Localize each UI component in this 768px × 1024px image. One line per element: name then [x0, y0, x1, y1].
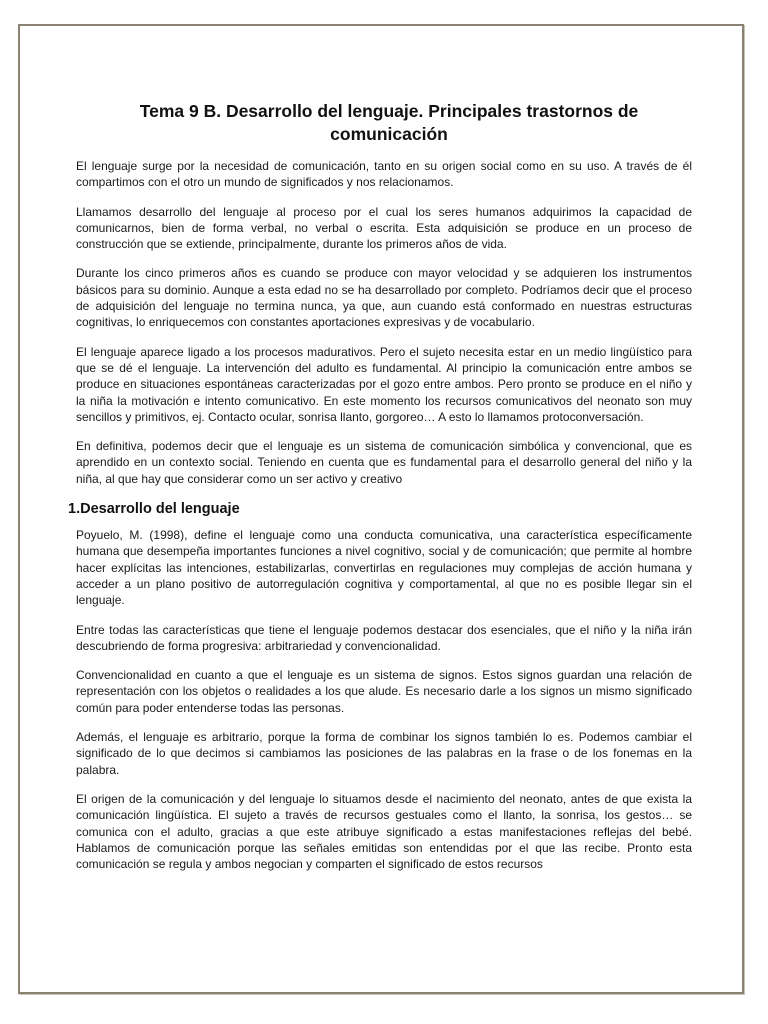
intro-paragraph: Llamamos desarrollo del lenguaje al proceso por el cual los seres humanos adquirimos la capacidad de comunicarnos, bien de forma verbal, no verbal o escrita. Esta adquisición se produce en un proceso de construcción que se extiende, principalmente, durante los primeros años de vida.: [76, 204, 692, 252]
document-content: [68, 100, 692, 885]
section-paragraph: Entre todas las características que tiene el lenguaje podemos destacar dos esenciales, que el niño y la niña irán descubriendo de forma progresiva: arbitrariedad y convencionalidad.: [76, 622, 692, 653]
intro-paragraph: Durante los cinco primeros años es cuando se produce con mayor velocidad y se adquieren los instrumentos básicos para su dominio. Aunque a esta edad no se ha desarrollado por completo. Podríamos decir que el proceso de adquisición del lenguaje no termina nunca, ya que, aun cuando está conformado en nuestras estructuras cognitivas, lo enriquecemos con constantes aportaciones expresivas y de vocabulario.: [76, 266, 692, 330]
document-title: Tema 9 B. Desarrollo del lenguaje. Principales trastornos de comunicación: [139, 101, 639, 144]
section-paragraph: Además, el lenguaje es arbitrario, porque la forma de combinar los signos también lo es. Podemos cambiar el significado de lo que decimos si cambiamos las posiciones de las palabras en la frase o de los fonemas en la palabra.: [76, 730, 692, 777]
intro-paragraph: En definitiva, podemos decir que el lenguaje es un sistema de comunicación simbólica y convencional, que es aprendido en un contexto social. Teniendo en cuenta que es fundamental para el desarrollo general del niño y la niña, al que hay que considerar como un ser activo y creativo: [76, 439, 692, 486]
intro-paragraph: El lenguaje aparece ligado a los procesos madurativos. Pero el sujeto necesita estar en un medio lingüístico para que se dé el lenguaje. La intervención del adulto es fundamental. Al principio la comunicación entre ambos se produce en situaciones espontáneas caracterizadas por el gozo entre ambos. Pero pronto se produce en el niño y la niña la motivación e intento comunicativo. En este momento los recursos comunicativos del neonato son muy sencillos y primitivos, ej. Contacto ocular, sonrisa llanto, gorgoreo… A esto lo llamamos protoconversación.: [76, 344, 692, 424]
section-paragraph: Convencionalidad en cuanto a que el lenguaje es un sistema de signos. Estos signos guardan una relación de representación con los objetos o realidades a los que alude. Es necesario darle a los signos un mismo significado común para poder entenderse todas las personas.: [76, 668, 692, 715]
section-heading: 1.Desarrollo del lenguaje: [68, 501, 240, 518]
section-paragraph: El origen de la comunicación y del lenguaje lo situamos desde el nacimiento del neonato, antes de que exista la comunicación lingüística. El sujeto a través de recursos gestuales como el llanto, la sonrisa, los gestos… se comunica con el adulto, gracias a que este atribuye significado a estas manifestaciones reflejas del bebé. Hablamos de comunicación porque las señales emitidas son entendidas por el que las recibe. Pronto esta comunicación se regula y ambos negocian y comparten el significado de estos recursos: [76, 791, 692, 872]
intro-paragraph: El lenguaje surge por la necesidad de comunicación, tanto en su origen social como en su uso. A través de él compartimos con el otro un mundo de significados y nos relacionamos.: [76, 159, 692, 190]
section-paragraph: Poyuelo, M. (1998), define el lenguaje como una conducta comunicativa, una característica específicamente humana que desempeña importantes funciones a nivel cognitivo, social y de comunicación; que permite al hombre hacer explícitas las intenciones, estabilizarlas, convertirlas en regulaciones muy complejas de acción humana y acceder a un plano positivo de autorregulación cognitiva y comportamental, al que no es posible llegar sin el lenguaje.: [76, 528, 692, 608]
